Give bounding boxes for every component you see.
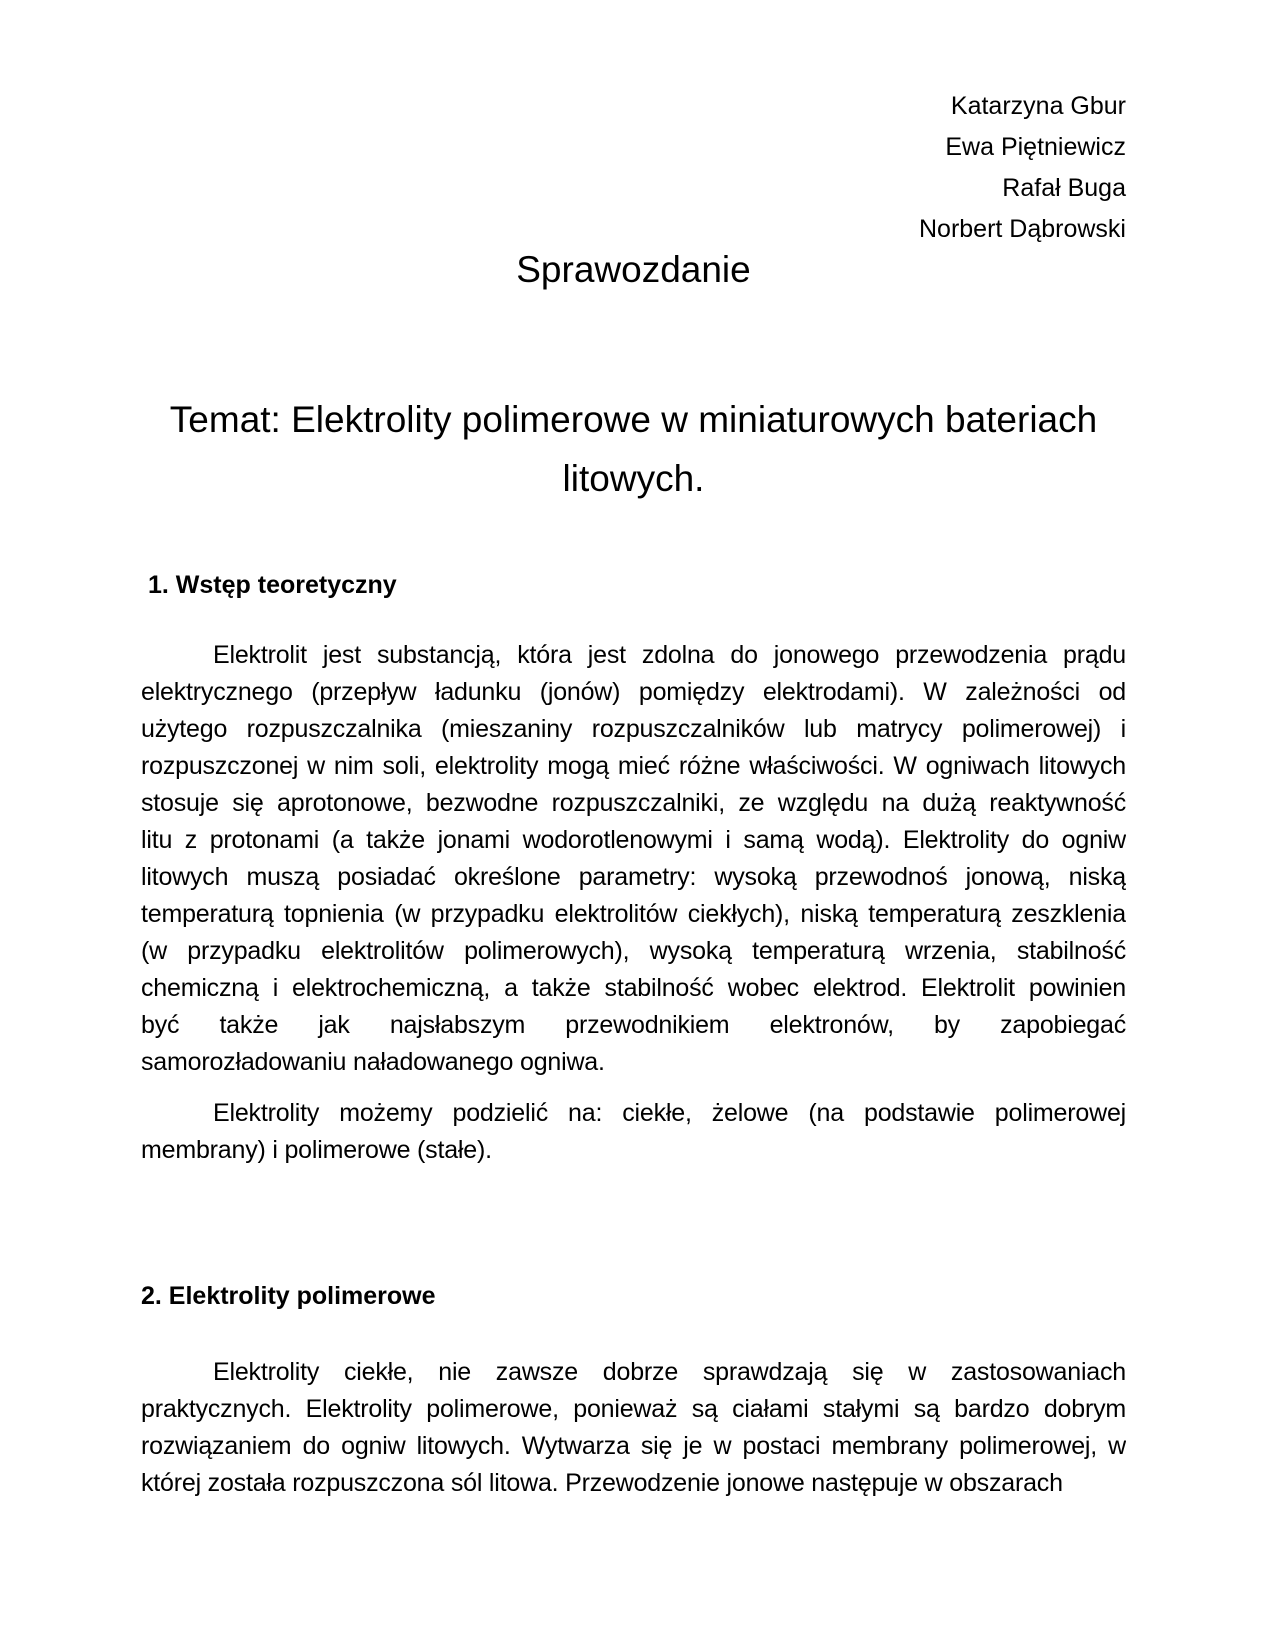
text-line: użytego rozpuszczalnika (mieszaniny rozpuszczalników lub matrycy polimerowej) i [141, 715, 1126, 743]
subject-title-line: litowych. [562, 458, 705, 499]
author-name: Ewa Piętniewicz [945, 133, 1126, 161]
text-line: stosuje się aprotonowe, bezwodne rozpuszczalniki, ze względu na dużą reaktywność [141, 789, 1126, 817]
text-line: Elektrolit jest substancją, która jest zdolna do jonowego przewodzenia prądu [213, 641, 1126, 669]
text-line: rozpuszczonej w nim soli, elektrolity mogą mieć różne właściwości. W ogniwach litowych [141, 752, 1126, 780]
author-name: Rafał Buga [1002, 174, 1126, 202]
section-1-heading: 1. Wstęp teoretyczny [148, 571, 397, 599]
text-line: temperaturą topnienia (w przypadku elektrolitów ciekłych), niską temperaturą zeszklenia [141, 900, 1126, 928]
section-2-paragraph-1 [141, 1354, 1126, 1502]
section-2-heading: 2. Elektrolity polimerowe [141, 1282, 436, 1310]
text-line: litu z protonami (a także jonami wodorotlenowymi i samą wodą). Elektrolity do ogniw [141, 826, 1126, 854]
report-title: Sprawozdanie [516, 249, 751, 290]
text-line: rozwiązaniem do ogniw litowych. Wytwarza się je w postaci membrany polimerowej, w [141, 1432, 1126, 1460]
text-line: (w przypadku elektrolitów polimerowych), wysoką temperaturą wrzenia, stabilność [141, 937, 1126, 965]
text-line: litowych muszą posiadać określone parametry: wysoką przewodnoś jonową, niską [141, 863, 1126, 891]
text-line: której została rozpuszczona sól litowa. Przewodzenie jonowe następuje w obszarach [141, 1469, 1063, 1497]
text-line: chemiczną i elektrochemiczną, a także stabilność wobec elektrod. Elektrolit powinien [141, 974, 1126, 1002]
section-1-paragraph-1 [141, 637, 1126, 1081]
author-block [141, 86, 1126, 250]
text-line: Elektrolity możemy podzielić na: ciekłe, żelowe (na podstawie polimerowej [213, 1099, 1126, 1127]
text-line: praktycznych. Elektrolity polimerowe, ponieważ są ciałami stałymi są bardzo dobrym [141, 1395, 1126, 1423]
text-line: samorozładowaniu naładowanego ogniwa. [141, 1048, 605, 1076]
text-line: membrany) i polimerowe (stałe). [141, 1136, 492, 1164]
subject-title [141, 390, 1126, 508]
text-line: być także jak najsłabszym przewodnikiem elektronów, by zapobiegać [141, 1011, 1126, 1039]
text-line: elektrycznego (przepływ ładunku (jonów) pomiędzy elektrodami). W zależności od [141, 678, 1126, 706]
author-name: Norbert Dąbrowski [918, 215, 1126, 243]
subject-title-line: Temat: Elektrolity polimerowe w miniaturowych bateriach [169, 399, 1098, 440]
author-name: Katarzyna Gbur [950, 92, 1126, 120]
text-line: Elektrolity ciekłe, nie zawsze dobrze sprawdzają się w zastosowaniach [213, 1358, 1126, 1386]
section-1-paragraph-2 [141, 1095, 1126, 1169]
